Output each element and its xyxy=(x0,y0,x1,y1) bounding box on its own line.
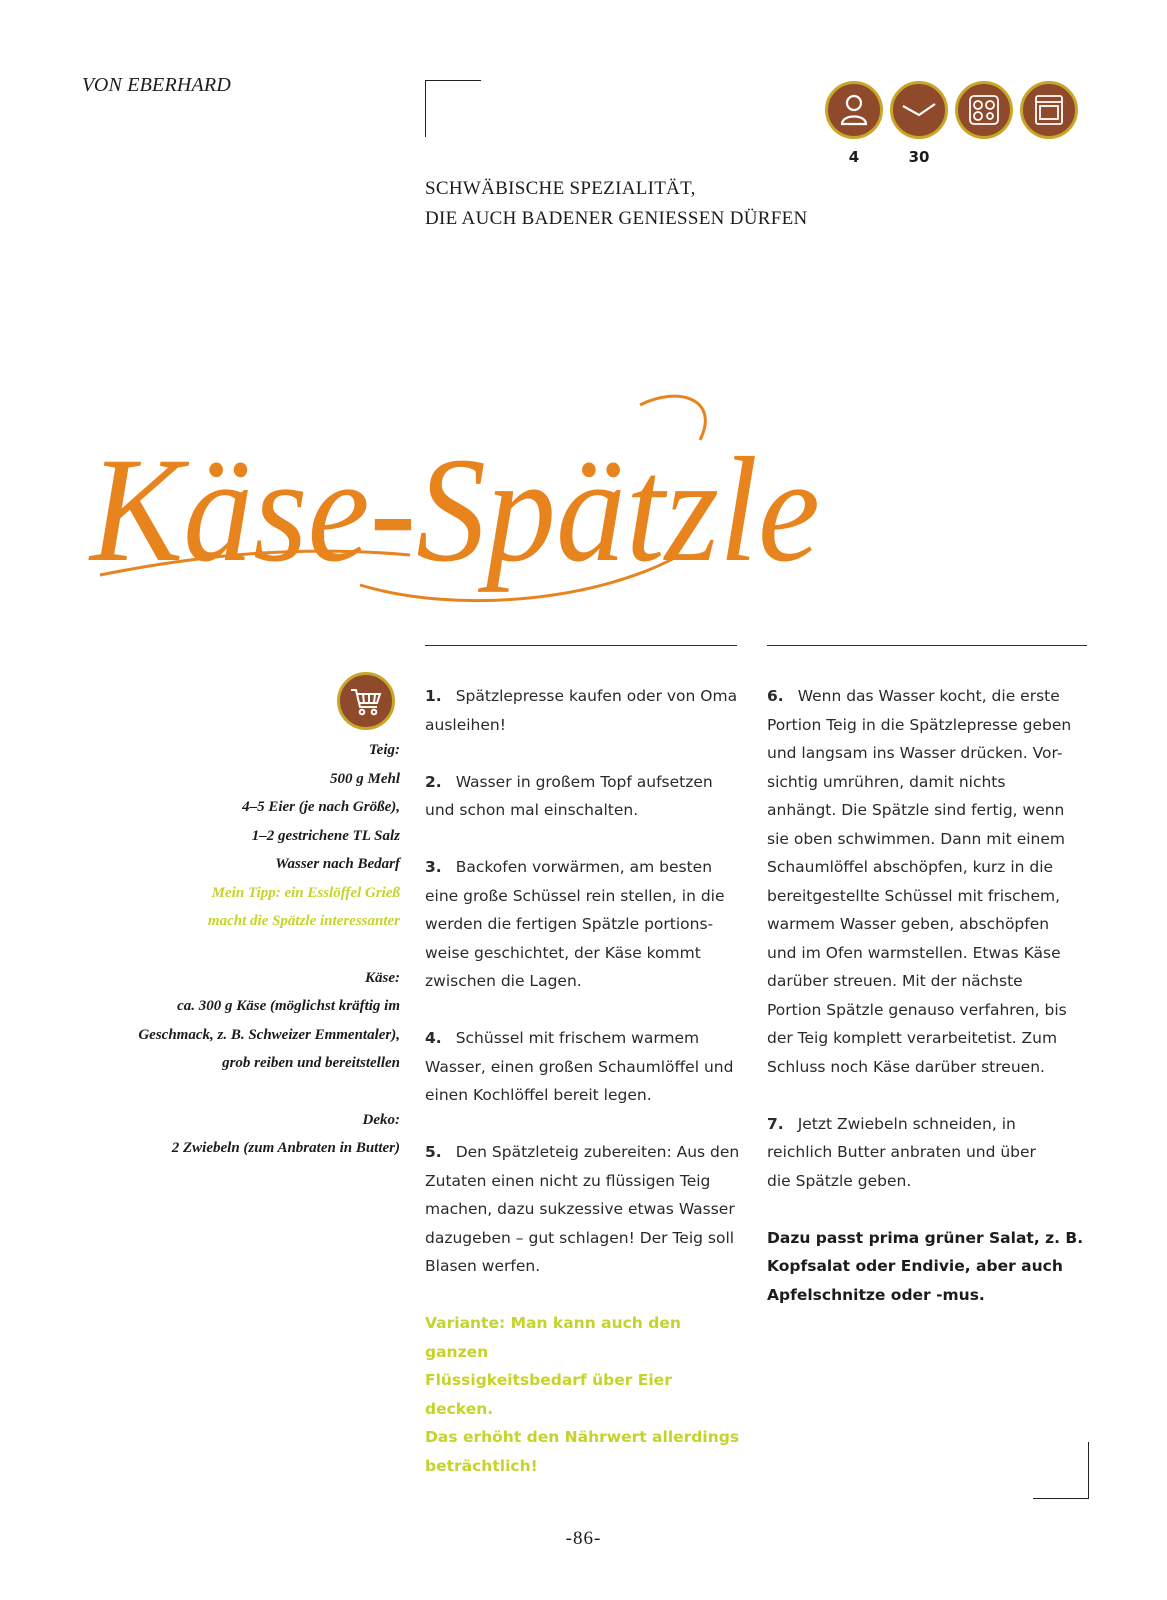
step-text: Wasser, einen großen Schaumlöffel und xyxy=(425,1057,734,1076)
corner-mark-bottom-right xyxy=(1033,1442,1089,1499)
ingredients-list xyxy=(80,736,400,1163)
tip-line: macht die Spätzle interessanter xyxy=(207,913,400,929)
recipe-title xyxy=(80,380,840,640)
time-value: 30 xyxy=(908,148,930,166)
teig-heading: Teig: xyxy=(368,742,400,758)
ingredient-item: 2 Zwiebeln (zum Anbraten in Butter) xyxy=(171,1140,400,1156)
step-3 xyxy=(425,853,745,996)
step-text: und schon mal einschalten. xyxy=(425,801,639,819)
ingredient-item: Wasser nach Bedarf xyxy=(275,856,400,872)
ingredient-item: 500 g Mehl xyxy=(329,770,400,787)
stovetop-icon xyxy=(955,81,1013,139)
subtitle-line-2: DIE AUCH BADENER GENIESSEN DÜRFEN xyxy=(425,208,808,229)
step-text: Portion Teig in die Spätzlepresse geben xyxy=(767,715,1072,734)
page-number: -86- xyxy=(565,1528,602,1549)
step-text: Portion Spätzle genauso verfahren, bis xyxy=(767,1000,1067,1019)
step-text: Schluss noch Käse darüber streuen. xyxy=(767,1057,1045,1076)
step-text: anhängt. Die Spätzle sind fertig, wenn xyxy=(767,801,1065,819)
step-text: bereitgestellte Schüssel mit frischem, xyxy=(767,886,1061,905)
column-rule-2 xyxy=(767,645,1087,646)
step-number: 2. xyxy=(425,772,442,791)
step-6 xyxy=(767,682,1097,1081)
step-text: Wasser in großem Topf aufsetzen xyxy=(455,772,713,791)
kaese-heading: Käse: xyxy=(365,969,400,986)
step-number: 4. xyxy=(425,1029,442,1047)
ingredient-item: grob reiben und bereitstellen xyxy=(222,1055,400,1071)
recipe-subtitle xyxy=(425,174,808,234)
step-text: dazugeben – gut schlagen! Der Teig soll xyxy=(425,1228,735,1247)
step-7 xyxy=(767,1110,1097,1196)
step-number: 5. xyxy=(425,1143,442,1161)
subtitle-line-1: SCHWÄBISCHE SPEZIALITÄT, xyxy=(425,178,696,199)
step-text: weise geschichtet, der Käse kommt xyxy=(425,943,701,962)
variant-line: Variante: Man kann auch den ganzen xyxy=(425,1314,681,1361)
step-number: 1. xyxy=(425,687,442,705)
step-text: sichtig umrühren, damit nichts xyxy=(767,772,1006,791)
step-text: einen Kochlöffel bereit legen. xyxy=(425,1086,652,1104)
tip-line: Mein Tipp: ein Esslöffel Grieß xyxy=(211,884,400,901)
step-number: 6. xyxy=(767,687,784,705)
recipe-title-text: Käse-Spätzle xyxy=(88,427,821,593)
step-text: Backofen vorwärmen, am besten xyxy=(455,858,713,876)
step-2 xyxy=(425,768,745,825)
step-text: sie oben schwimmen. Dann mit einem xyxy=(767,829,1065,848)
step-text: Schüssel mit frischem warmem xyxy=(455,1029,700,1047)
variant-line: Flüssigkeitsbedarf über Eier decken. xyxy=(425,1371,672,1418)
step-text: Schaumlöffel abschöpfen, kurz in die xyxy=(767,858,1054,876)
step-text: die Spätzle geben. xyxy=(767,1171,912,1190)
variant-note xyxy=(425,1309,745,1480)
column-rule-1 xyxy=(425,645,737,646)
step-number: 7. xyxy=(767,1114,784,1133)
step-text: Den Spätzleteig zubereiten: Aus den xyxy=(455,1143,740,1161)
deko-heading: Deko: xyxy=(362,1111,400,1128)
step-text: und langsam ins Wasser drücken. Vor- xyxy=(767,744,1063,762)
step-text: Zutaten einen nicht zu flüssigen Teig xyxy=(425,1171,711,1190)
ingredient-item: 1–2 gestrichene TL Salz xyxy=(251,827,400,844)
step-text: Spätzlepresse kaufen oder von Oma xyxy=(455,687,738,705)
step-text: reichlich Butter anbraten und über xyxy=(767,1143,1036,1161)
steps-column-2 xyxy=(767,682,1097,1338)
ingredient-item: 4–5 Eier (je nach Größe), xyxy=(242,799,400,815)
ingredient-item: ca. 300 g Käse (möglichst kräftig im xyxy=(177,998,400,1014)
author-byline: VON EBERHARD xyxy=(82,74,231,96)
step-number: 3. xyxy=(425,858,442,876)
step-text: werden die fertigen Spätzle portions- xyxy=(425,915,714,933)
step-text: ausleihen! xyxy=(425,715,506,734)
step-text: der Teig komplett verarbeitetist. Zum xyxy=(767,1029,1058,1047)
step-text: Jetzt Zwiebeln schneiden, in xyxy=(797,1114,1016,1133)
serving-line: Dazu passt prima grüner Salat, z. B. xyxy=(767,1228,1084,1247)
serving-suggestion xyxy=(767,1224,1097,1310)
step-text: Blasen werfen. xyxy=(425,1257,541,1275)
serving-line: Kopfsalat oder Endivie, aber auch xyxy=(767,1257,1063,1275)
serving-line: Apfelschnitze oder -mus. xyxy=(767,1285,985,1304)
step-text: eine große Schüssel rein stellen, in die xyxy=(425,886,725,905)
corner-mark-top-left xyxy=(425,80,481,137)
variant-line: Das erhöht den Nährwert allerdings xyxy=(425,1428,740,1446)
step-text: warmem Wasser geben, abschöpfen xyxy=(767,915,1050,933)
step-4 xyxy=(425,1024,745,1110)
step-text: zwischen die Lagen. xyxy=(425,972,582,990)
servings-value: 4 xyxy=(848,148,860,166)
step-1 xyxy=(425,682,745,739)
person-icon xyxy=(825,81,883,139)
step-text: machen, dazu sukzessive etwas Wasser xyxy=(425,1200,735,1218)
step-text: darüber streuen. Mit der nächste xyxy=(767,972,1023,990)
oven-icon xyxy=(1020,81,1078,139)
step-5 xyxy=(425,1138,745,1281)
clock-icon xyxy=(890,81,948,139)
steps-column-1 xyxy=(425,682,745,1509)
step-text: Wenn das Wasser kocht, die erste xyxy=(797,687,1060,705)
shopping-cart-icon xyxy=(337,672,395,730)
variant-line: beträchtlich! xyxy=(425,1456,538,1475)
step-text: und im Ofen warmstellen. Etwas Käse xyxy=(767,943,1061,962)
ingredient-item: Geschmack, z. B. Schweizer Emmentaler), xyxy=(138,1026,400,1043)
